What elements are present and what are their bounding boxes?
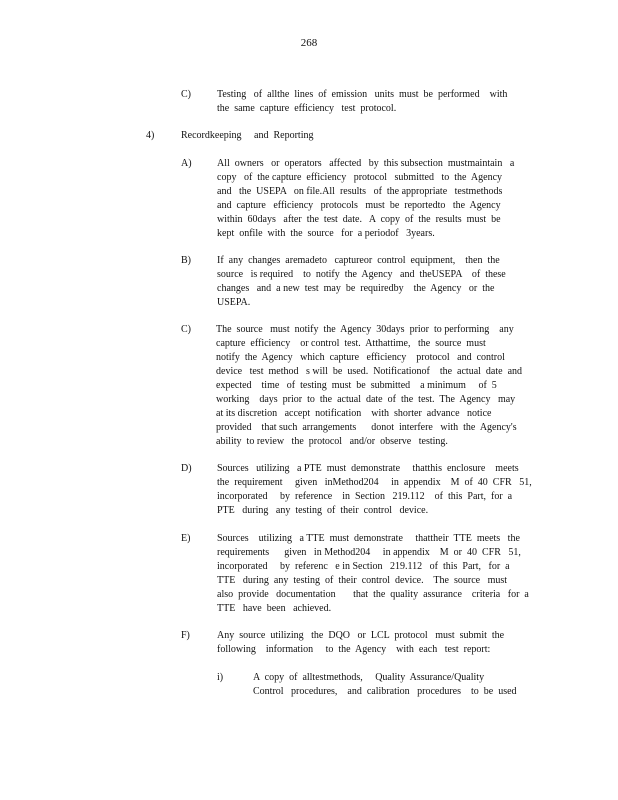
text-line: A copy of alltestmethods, Quality Assurance/Quality <box>253 672 485 683</box>
subitem-label-d: D) <box>181 463 192 474</box>
subitem-label-e: E) <box>181 533 191 544</box>
text-line: copy of the capture efficiency protocol submitted to the Agency <box>217 172 503 183</box>
text-line: TTE have been achieved. <box>217 603 332 614</box>
text-line: also provide documentation that the quality assurance criteria for a <box>217 589 529 600</box>
subitem-label-f: F) <box>181 630 190 641</box>
text-line: If any changes aremadeto captureor control equipment, then the <box>217 255 500 266</box>
text-line: requirements given in Method204 in appendix M or 40 CFR 51, <box>217 547 521 558</box>
subitem-text-d <box>217 462 539 518</box>
section-title: Recordkeeping and Reporting <box>181 130 314 141</box>
item-text <box>217 88 523 116</box>
text-line: the requirement given inMethod204 in appendix M of 40 CFR 51, <box>217 477 532 488</box>
text-line: notify the Agency which capture efficiency protocol and control <box>216 352 505 363</box>
text-line: and capture efficiency protocols must be reportedto the Agency <box>217 200 501 211</box>
text-line: ability to review the protocol and/or observe testing. <box>216 436 448 447</box>
text-line: incorporated by reference in Section 219.112 of this Part, for a <box>217 491 513 502</box>
subsubitem-label-i: i) <box>217 672 224 683</box>
text-line: changes and a new test may be requiredby the Agency or the <box>217 283 495 294</box>
text-line: Any source utilizing the DQO or LCL protocol must submit the <box>217 630 505 641</box>
subitem-text-b <box>217 254 527 310</box>
text-line: USEPA. <box>217 297 251 308</box>
text-line: at its discretion accept notification with shorter advance notice <box>216 408 492 419</box>
text-line: Control procedures, and calibration procedures to be used <box>253 686 517 697</box>
text-line: TTE during any testing of their control device. The source must <box>217 575 508 586</box>
text-line: source is required to notify the Agency and theUSEPA of these <box>217 269 506 280</box>
text-line: Sources utilizing a PTE must demonstrate thatthis enclosure meets <box>217 463 519 474</box>
text-line: kept onfile with the source for a periodof 3years. <box>217 228 435 239</box>
text-line: following information to the Agency with each test report: <box>217 644 491 655</box>
item-label: C) <box>181 89 191 100</box>
text-line: and the USEPA on file.All results of the appropriate testmethods <box>217 186 503 197</box>
text-line: All owners or operators affected by this subsection mustmaintain a <box>217 158 515 169</box>
text-line: capture efficiency or control test. Atthattime, the source must <box>216 338 486 349</box>
subitem-text-a <box>217 157 541 241</box>
text-line: expected time of testing must be submitted a minimum of 5 <box>216 380 497 391</box>
page-number: 268 <box>300 37 318 49</box>
text-line: PTE during any testing of their control device. <box>217 505 429 516</box>
subitem-label-a: A) <box>181 158 192 169</box>
text-line: provided that such arrangements donot interfere with the Agency's <box>216 422 517 433</box>
subsubitem-text-i <box>253 671 535 699</box>
text-line: The source must notify the Agency 30days prior to performing any <box>216 324 514 335</box>
subitem-text-c <box>216 323 542 449</box>
text-line: incorporated by referenc e in Section 219.112 of this Part, for a <box>217 561 510 572</box>
subitem-text-f <box>217 629 527 657</box>
text-line: Testing of allthe lines of emission units must be performed with <box>217 89 508 100</box>
section-number: 4) <box>146 130 155 141</box>
text-line: within 60days after the test date. A copy of the results must be <box>217 214 501 225</box>
subitem-text-e <box>217 532 541 616</box>
text-line: Sources utilizing a TTE must demonstrate thattheir TTE meets the <box>217 533 520 544</box>
subitem-label-c: C) <box>181 324 191 335</box>
subitem-label-b: B) <box>181 255 191 266</box>
text-line: the same capture efficiency test protocol. <box>217 103 397 114</box>
text-line: working days prior to the actual date of the test. The Agency may <box>216 394 516 405</box>
text-line: device test method s will be used. Notificationof the actual date and <box>216 366 523 377</box>
